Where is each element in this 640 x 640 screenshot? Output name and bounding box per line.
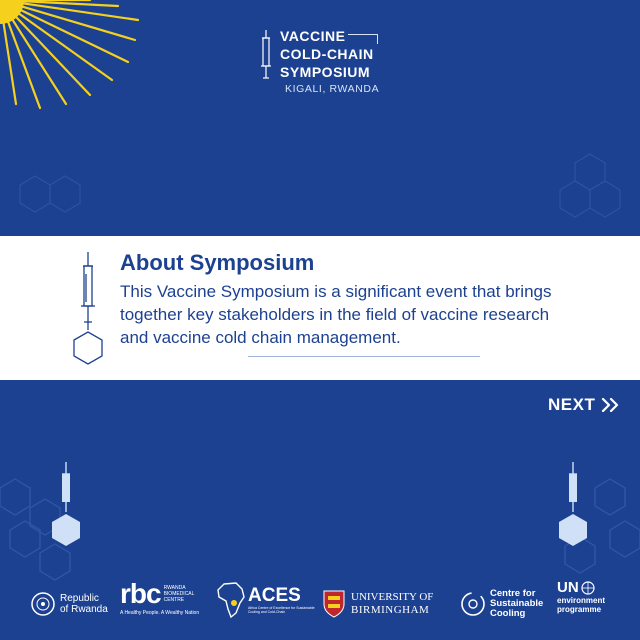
rwanda-line1: Republic	[60, 593, 99, 604]
un-line2: environment	[557, 596, 606, 605]
header-bracket	[348, 34, 378, 44]
syringe-icon	[258, 30, 274, 80]
sustainable-cooling-icon	[460, 590, 486, 618]
rbc-mark: rbc	[120, 578, 161, 609]
background-hexagons-top	[0, 150, 640, 240]
birmingham-crest-icon	[323, 590, 345, 618]
republic-of-rwanda-logo	[30, 582, 108, 626]
rbc-logo	[120, 580, 199, 624]
about-title: About Symposium	[120, 250, 315, 275]
africa-map-icon	[216, 581, 246, 619]
un-line3: programme	[557, 605, 602, 614]
centre-line1: Centre for	[490, 588, 536, 599]
header-title-line2: COLD-CHAIN	[280, 46, 374, 62]
header-title-line3: SYMPOSIUM	[280, 64, 371, 80]
symposium-header	[258, 26, 398, 98]
double-chevron-right-icon	[601, 398, 619, 412]
un-environment-logo	[557, 580, 605, 624]
rwanda-seal-icon	[30, 589, 56, 619]
aces-subtitle: Africa Centre of Excellence for Sustainable Cooling and Cold-Chain	[248, 606, 315, 614]
centre-line2: Sustainable	[490, 598, 544, 609]
university-of-birmingham-logo	[323, 582, 433, 626]
centre-line3: Cooling	[490, 608, 526, 619]
syringe-hexagon-decoration-left	[0, 458, 110, 588]
sunburst-graphic	[0, 0, 140, 110]
partner-logos	[0, 578, 640, 640]
decorative-underline	[248, 356, 480, 357]
rwanda-line2: of Rwanda	[60, 604, 108, 615]
header-title-line1: VACCINE	[280, 28, 346, 44]
centre-for-sustainable-cooling-logo	[460, 582, 543, 626]
rbc-side-2: BIOMEDICAL	[163, 591, 195, 597]
un-mark: UN	[557, 579, 579, 596]
next-button[interactable]	[548, 395, 619, 415]
birmingham-line1: UNIVERSITY OF	[351, 591, 434, 603]
aces-logo	[216, 578, 326, 622]
birmingham-line2: BIRMINGHAM	[351, 604, 430, 616]
aces-mark: ACES	[248, 585, 301, 606]
next-label: NEXT	[548, 395, 596, 414]
rbc-tagline: A Healthy People. A Wealthy Nation	[120, 610, 200, 616]
about-description: This Vaccine Symposium is a significant event that brings together key stakeholders in the field of vaccine research and vaccine cold chain management.	[120, 282, 552, 347]
header-location: KIGALI, RWANDA	[285, 83, 380, 95]
rbc-side-3: CENTRE	[163, 597, 185, 603]
rbc-side-1: RWANDA	[163, 585, 186, 591]
about-section	[0, 236, 640, 380]
syringe-hexagon-decoration-right	[545, 458, 640, 588]
un-emblem-icon	[581, 581, 595, 595]
syringe-hexagon-icon	[70, 246, 110, 366]
